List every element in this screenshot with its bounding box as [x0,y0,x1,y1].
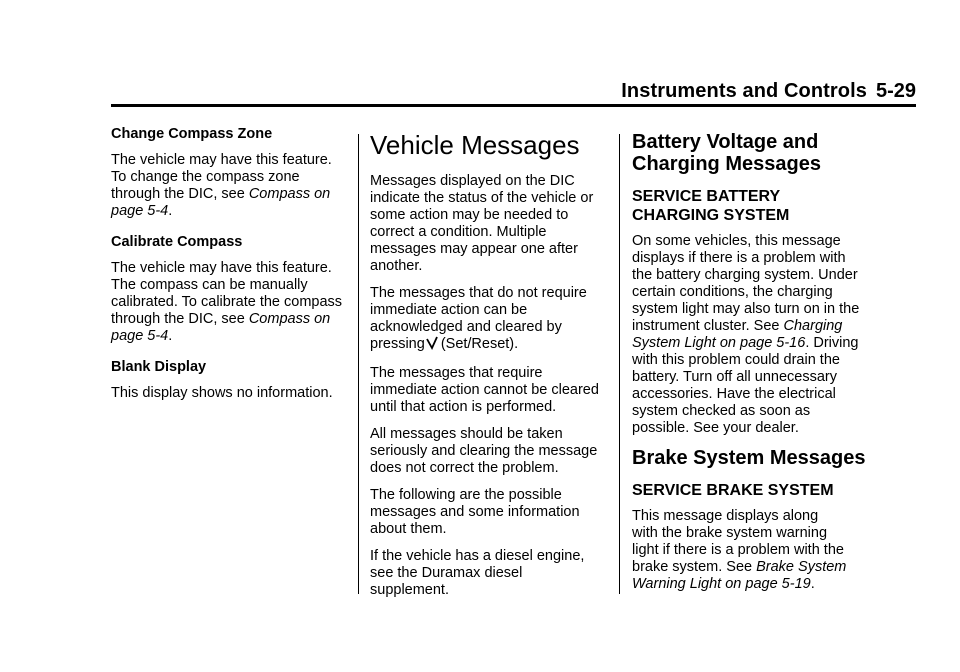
paragraph: The messages that require immediate action cannot be cleared until that action is performed. [370,365,599,415]
column-divider [619,134,620,594]
brake-system-heading: Brake System Messages [632,447,866,469]
brake-light-reference-link[interactable]: Brake System Warning Light on page 5-19 [632,559,847,592]
battery-voltage-heading: Battery Voltage and Charging Messages [632,131,821,175]
charging-light-reference-link[interactable]: Charging System Light on page 5-16 [632,318,843,351]
paragraph: If the vehicle has a diesel engine, see the Duramax diesel supplement. [370,548,585,598]
paragraph: The following are the possible messages and some information about them. [370,487,580,537]
brake-message-text: This message displays along with the brake system warning light if there is a problem with the brake system. See Brake System Warning Light on page 5-19. [632,508,847,592]
column-divider [358,134,359,594]
paragraph: All messages should be taken seriously and clearing the message does not correct the problem. [370,426,598,476]
battery-message-text: On some vehicles, this message displays if there is a problem with the battery charging system. Under certain conditions, the charging system light may also turn on in the instrument cluster. See Charging System Light on page 5-16. Driving with this problem could drain the battery. Turn off all unnecessary accessories. Have the electrical system checked as soon as possible. See your dealer. [632,233,860,436]
blank-display-text: This display shows no information. [111,385,333,401]
service-brake-subheading: SERVICE BRAKE SYSTEM [632,482,834,499]
compass-reference-link[interactable]: Compass on page 5-4 [111,186,331,219]
column-2 [370,131,608,609]
paragraph-set-reset: The messages that do not require immediate action can be acknowledged and cleared by pressing (Set/Reset). [370,285,608,355]
paragraph: Messages displayed on the DIC indicate the status of the vehicle or some action may be needed to correct a condition. Multiple messages may appear one after another. [370,173,594,274]
change-compass-text: The vehicle may have this feature. To change the compass zone through the DIC, see Compass on page 5-4. [111,152,332,219]
calibrate-compass-text: The vehicle may have this feature. The compass can be manually calibrated. To calibrate the compass through the DIC, see Compass on page 5-4. [111,260,343,344]
column-1 [111,126,346,412]
service-battery-subheading: SERVICE BATTERY CHARGING SYSTEM [632,188,790,224]
header-rule [111,104,916,107]
section-title: Instruments and Controls [621,80,867,102]
column-3 [632,131,872,603]
vehicle-messages-heading: Vehicle Messages [370,130,580,160]
change-compass-heading: Change Compass Zone [111,126,273,142]
compass-reference-link[interactable]: Compass on page 5-4 [111,311,331,344]
blank-display-heading: Blank Display [111,359,207,375]
calibrate-compass-heading: Calibrate Compass [111,234,243,250]
checkmark-icon [426,336,438,355]
page-number: 5-29 [875,80,916,102]
